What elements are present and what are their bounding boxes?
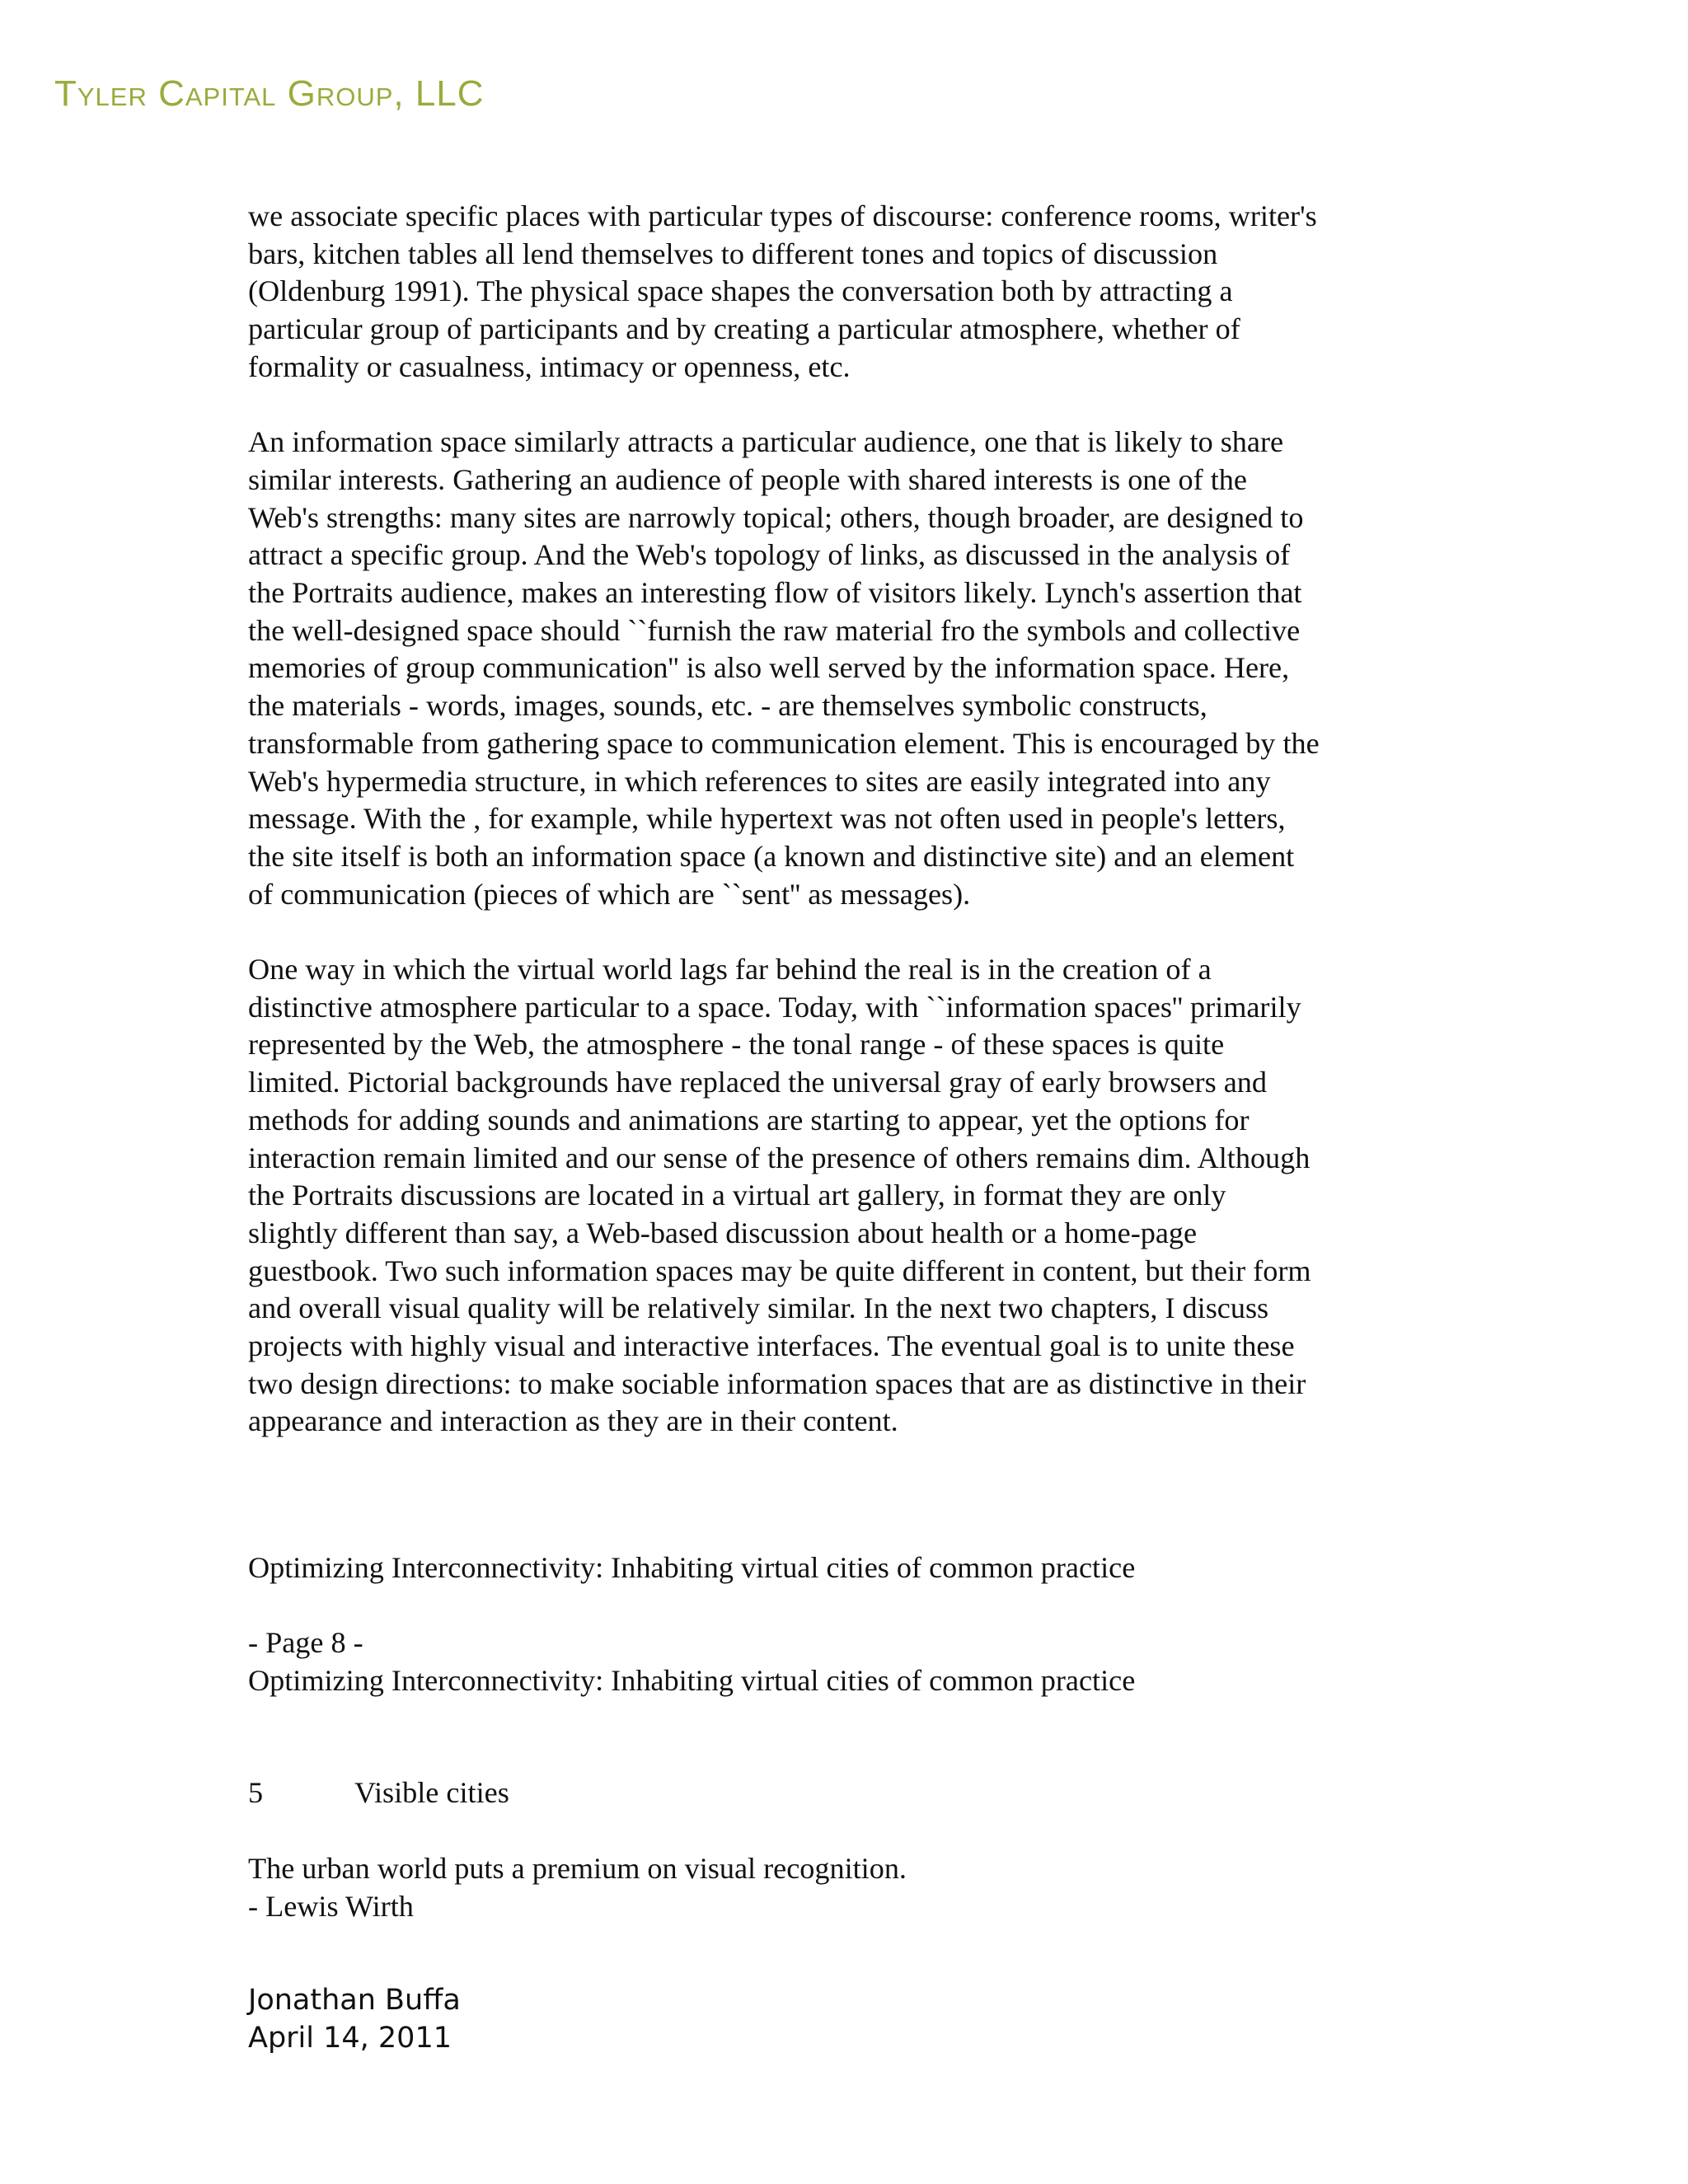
text-line: interaction remain limited and our sense of the presence of others remains dim. Although	[248, 1141, 1311, 1174]
text-line: message. With the , for example, while hypertext was not often used in people's letters,	[248, 802, 1286, 836]
section-heading	[248, 1774, 509, 1812]
text-line: bars, kitchen tables all lend themselves to different tones and topics of discussion	[248, 237, 1218, 270]
author-name: Jonathan Buffa	[248, 1984, 461, 2017]
epigraph-quote: The urban world puts a premium on visual recognition.	[248, 1852, 907, 1885]
text-line: represented by the Web, the atmosphere - the tonal range - of these spaces is quite	[248, 1028, 1225, 1062]
text-line: (Oldenburg 1991). The physical space shapes the conversation both by attracting a	[248, 274, 1233, 308]
section-title: Visible cities	[354, 1776, 509, 1809]
text-line: Web's hypermedia structure, in which references to sites are easily integrated into any	[248, 764, 1271, 798]
paragraph-3	[248, 951, 1484, 1441]
text-line: One way in which the virtual world lags far behind the real is in the creation of a	[248, 953, 1212, 987]
text-line: particular group of participants and by creating a particular atmosphere, whether of	[248, 312, 1240, 346]
text-line: the Portraits discussions are located in a virtual art gallery, in format they are only	[248, 1179, 1226, 1212]
text-line: Web's strengths: many sites are narrowly topical; others, though broader, are designed to	[248, 500, 1304, 534]
text-line: transformable from gathering space to communication element. This is encouraged by the	[248, 726, 1320, 760]
text-line: of communication (pieces of which are ``sent'' as messages).	[248, 877, 971, 911]
paragraph-2	[248, 424, 1484, 913]
text-line: the Portraits audience, makes an interesting flow of visitors likely. Lynch's assertion that	[248, 576, 1302, 610]
text-line: limited. Pictorial backgrounds have replaced the universal gray of early browsers and	[248, 1066, 1267, 1099]
text-line: formality or casualness, intimacy or openness, etc.	[248, 349, 851, 383]
text-line: guestbook. Two such information spaces may be quite different in content, but their form	[248, 1254, 1311, 1287]
text-line: projects with highly visual and interactive interfaces. The eventual goal is to unite these	[248, 1329, 1295, 1363]
page-number: - Page 8 -	[248, 1626, 363, 1659]
text-line: memories of group communication'' is also well served by the information space. Here,	[248, 651, 1290, 685]
text-line: similar interests. Gathering an audience of people with shared interests is one of the	[248, 462, 1247, 496]
text-line: distinctive atmosphere particular to a space. Today, with ``information spaces'' primarily	[248, 990, 1301, 1024]
text-line: appearance and interaction as they are in their content.	[248, 1404, 898, 1438]
text-line: An information space similarly attracts a particular audience, one that is likely to share	[248, 425, 1284, 459]
running-footer-title: Optimizing Interconnectivity: Inhabiting virtual cities of common practice	[248, 1551, 1136, 1584]
text-line: two design directions: to make sociable information spaces that are as distinctive in their	[248, 1366, 1306, 1400]
text-line: the site itself is both an information space (a known and distinctive site) and an element	[248, 839, 1295, 873]
text-line: slightly different than say, a Web-based discussion about health or a home-page	[248, 1216, 1198, 1249]
text-line: we associate specific places with particular types of discourse: conference rooms, writer's	[248, 199, 1317, 232]
text-line: the well-designed space should ``furnish the raw material fro the symbols and collective	[248, 613, 1301, 647]
section-number: 5	[248, 1776, 264, 1809]
paragraph-1	[248, 198, 1484, 387]
running-header-title: Optimizing Interconnectivity: Inhabiting virtual cities of common practice	[248, 1664, 1136, 1697]
body-text	[248, 198, 1484, 1479]
text-line: and overall visual quality will be relatively similar. In the next two chapters, I discuss	[248, 1291, 1269, 1325]
text-line: the materials - words, images, sounds, etc. - are themselves symbolic constructs,	[248, 689, 1207, 723]
document-date: April 14, 2011	[248, 2021, 452, 2055]
text-line: attract a specific group. And the Web's topology of links, as discussed in the analysis of	[248, 538, 1291, 572]
epigraph-author: - Lewis Wirth	[248, 1890, 414, 1923]
company-header: Tyler Capital Group, LLC	[54, 73, 485, 114]
text-line: methods for adding sounds and animations are starting to appear, yet the options for	[248, 1103, 1250, 1137]
signature-block	[248, 1982, 461, 2057]
